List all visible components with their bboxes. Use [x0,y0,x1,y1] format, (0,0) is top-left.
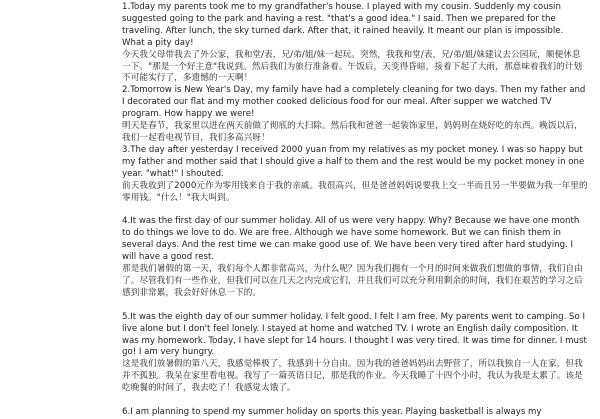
entry-5-english: 5.It was the eighth day of our summer holiday. I felt good. I felt I am free. My parents went to camping. So I live alone but I don't feel lonely. I stayed at home and watched TV. I wrote an English daily composition. It was my homework. Today, I have slept for 14 hours. I thought I was very tired. It was time for dinner. I must go! I am very hungry. [122,311,587,358]
entry-6-english: 6.I am planning to spend my summer holiday on sports this year. Playing basketball is always my [122,407,542,418]
entry-3-english: 3.The day after yesterday I received 2000 yuan from my relatives as my pocket money. I was so happy but my father and mother said that I should give a half to them and the rest would be my pocket money in one year. "what!" I shouted. [122,144,585,179]
paragraph-gap [122,395,588,407]
entry-4-english: 4.It was the first day of our summer holiday. All of us were very happy. Why? Because we have one month to do things we love to do. We are free. Although we have some homework. But we can finish them in several days. And the rest time we can make good use of. We have been very tired after hard studying. I will have a good rest. [122,216,580,263]
entry-4-chinese: 那是我们暑假的第一天，我们每个人都非常高兴，为什么呢？因为我们拥有一个月的时间来做我们想做的事情，我们自由了。尽管我们有一些作业，但我们可以在几天之内完成它们，并且我们可以充分利用剩余的时间，我们在艰苦的学习之后感到非常累，我会好好休息一下的。 [122,264,583,298]
entry-2-english: 2.Tomorrow is New Year's Day, my family have had a completely cleaning for two days. Then my father and I decorated our flat and my mother cooked delicious food for our meal. After supper we watched TV program. How happy we were! [122,85,586,120]
document-body [122,2,588,419]
paragraph-gap [122,204,588,216]
entry-2-chinese: 明天是春节，我家里以进在两天前做了彻底的大扫除。然后我和爸爸一起装饰家里，妈妈则在烧好吃的东西。晚饭以后，我们一起看电视节目，我们多高兴呀！ [122,121,583,143]
entry-1-chinese: 今天我父母带我去了外公家，我和堂/表，兄/弟/姐/妹一起玩。突然，我我和堂/表，兄/弟/姐/妹建议去公园玩，顺便休息一下。"那是一个好主意"我说到。然后我们为旅行准备着。午饭后，天变得昏暗，接着下起了大雨，那意味着我们的计划不可能实行了，多遗憾的一天啊！ [122,49,583,84]
paragraph-gap [122,300,588,312]
entry-1-english: 1.Today my parents took me to my grandfather's house. I played with my cousin. Suddenly my cousin suggested going to the park and having a rest. "that's a good idea." I said. Then we prepared for the traveling. After lunch, the sky turned dark. After that, it rained heavily. It meant our plan is impossible. What a pity day! [122,2,564,48]
entry-3-chinese: 前天我收到了2000元作为零用钱来自于我的亲戚。我很高兴，但是爸爸妈妈说要我上交一半而且另一半要做为我一年里的零用钱。"什么！"我大叫到。 [122,180,588,203]
entry-5-chinese: 这是我们放暑假的第八天，我感觉棒极了，我感到十分自由。因为我的爸爸妈妈出去野营了，所以我独自一人在家，但我并不孤独。我呆在家里看电视。我写了一篇英语日记，那是我的作业。今天我睡了十四个小时，我认为我是太累了。该是吃晚餐的时间了，我去吃了！我感觉太饿了。 [122,359,583,394]
